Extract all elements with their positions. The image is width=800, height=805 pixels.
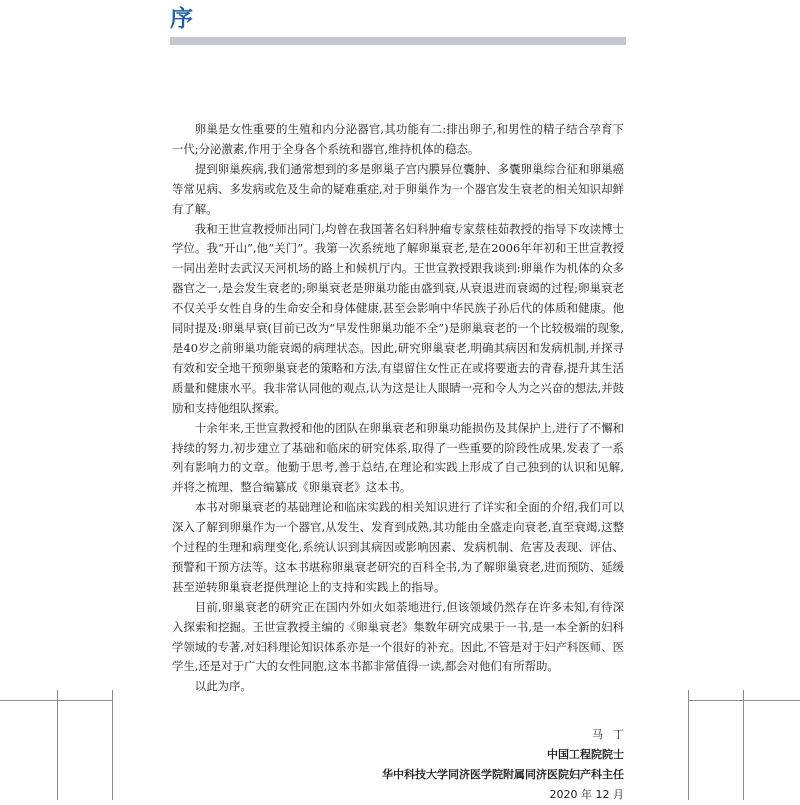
crop-mark-right-horizontal xyxy=(688,700,800,701)
crop-mark-left-vertical-outer xyxy=(57,690,58,800)
preface-date: 2020 年 12 月 xyxy=(549,788,624,801)
author-name: 马丁 xyxy=(592,728,634,741)
author-affiliation: 华中科技大学同济医学院附属同济医院妇产科主任 xyxy=(382,768,624,781)
crop-mark-right-vertical-outer xyxy=(743,690,744,800)
crop-mark-left-horizontal xyxy=(0,700,112,701)
paragraph-5: 本书对卵巢衰老的基础理论和临床实践的相关知识进行了详实和全面的介绍,我们可以深入了解到卵巢作为一个器官,从发生、发育到成熟,其功能由全盛走向衰老,直至衰竭,这整个过程的生理和病理变化,系统认识到其病因或影响因素、发病机制、危害及表现、评估、预警和干预方法等。这本书堪称卵巢衰老研究的百科全书,为了解卵巢衰老,进而预防、延缓甚至逆转卵巢衰老提供理论上的支持和实践上的指导。 xyxy=(172,500,624,594)
paragraph-7: 以此为序。 xyxy=(194,679,252,694)
paragraph-3: 我和王世宣教授师出同门,均曾在我国著名妇科肿瘤专家蔡桂茹教授的指导下攻读博士学位。我“开山”,他“关门”。我第一次系统地了解卵巢衰老,是在2006年年初和王世宣教授一同出差时去武汉天河机场的路上和候机厅内。王世宣教授跟我谈到:卵巢作为机体的众多器官之一,是会发生衰老的;卵巢衰老是卵巢功能由盛到衰,从衰退进而衰竭的过程;卵巢衰老不仅关乎女性自身的生命安全和身体健康,甚至会影响中华民族子孙后代的体质和健康。他同时提及:卵巢早衰(目前已改为“早发性卵巢功能不全”)是卵巢衰老的一个比较极端的现象,是40岁之前卵巢功能衰竭的病理状态。因此,研究卵巢衰老,明确其病因和发病机制,并探寻有效和安全地干预卵巢衰老的策略和方法,有望留住女性正在或将要逝去的青春,提升其生活质量和健康水平。我非常认同他的观点,认为这是让人眼睛一亮和令人为之兴奋的想法,并鼓励和支持他组队探索。 xyxy=(172,221,624,415)
paragraph-2: 提到卵巢疾病,我们通常想到的多是卵巢子宫内膜异位囊肿、多囊卵巢综合征和卵巢癌等常见病、多发病或危及生命的疑难重症,对于卵巢作为一个器官发生衰老的相关知识却鲜有了解。 xyxy=(172,161,624,216)
preface-body xyxy=(172,120,624,697)
heading-underline-bar xyxy=(170,37,626,45)
crop-mark-left-vertical-inner xyxy=(112,690,113,800)
signature-block xyxy=(382,725,634,805)
crop-mark-right-vertical-inner xyxy=(688,690,689,800)
page-heading: 序 xyxy=(170,6,193,32)
paragraph-1: 卵巢是女性重要的生殖和内分泌器官,其功能有二:排出卵子,和男性的精子结合孕育下一代;分泌激素,作用于全身各个系统和器官,维持机体的稳态。 xyxy=(172,122,624,156)
paragraph-6: 目前,卵巢衰老的研究正在国内外如火如荼地进行,但该领域仍然存在许多未知,有待深入探索和挖掘。王世宣教授主编的《卵巢衰老》集数年研究成果于一书,是一本全新的妇科学领域的专著,对妇科理论知识体系亦是一个很好的补充。因此,不管是对于妇产科医师、医学生,还是对于广大的女性同胞,这本书都非常值得一读,都会对他们有所帮助。 xyxy=(172,599,624,674)
paragraph-4: 十余年来,王世宣教授和他的团队在卵巢衰老和卵巢功能损伤及其保护上,进行了不懈和持续的努力,初步建立了基础和临床的研究体系,取得了一些重要的阶段性成果,发表了一系列有影响力的文章。他勤于思考,善于总结,在理论和实践上形成了自己独到的认识和见解,并将之梳理、整合编纂成《卵巢衰老》这本书。 xyxy=(172,420,624,495)
author-title: 中国工程院院士 xyxy=(547,748,624,761)
